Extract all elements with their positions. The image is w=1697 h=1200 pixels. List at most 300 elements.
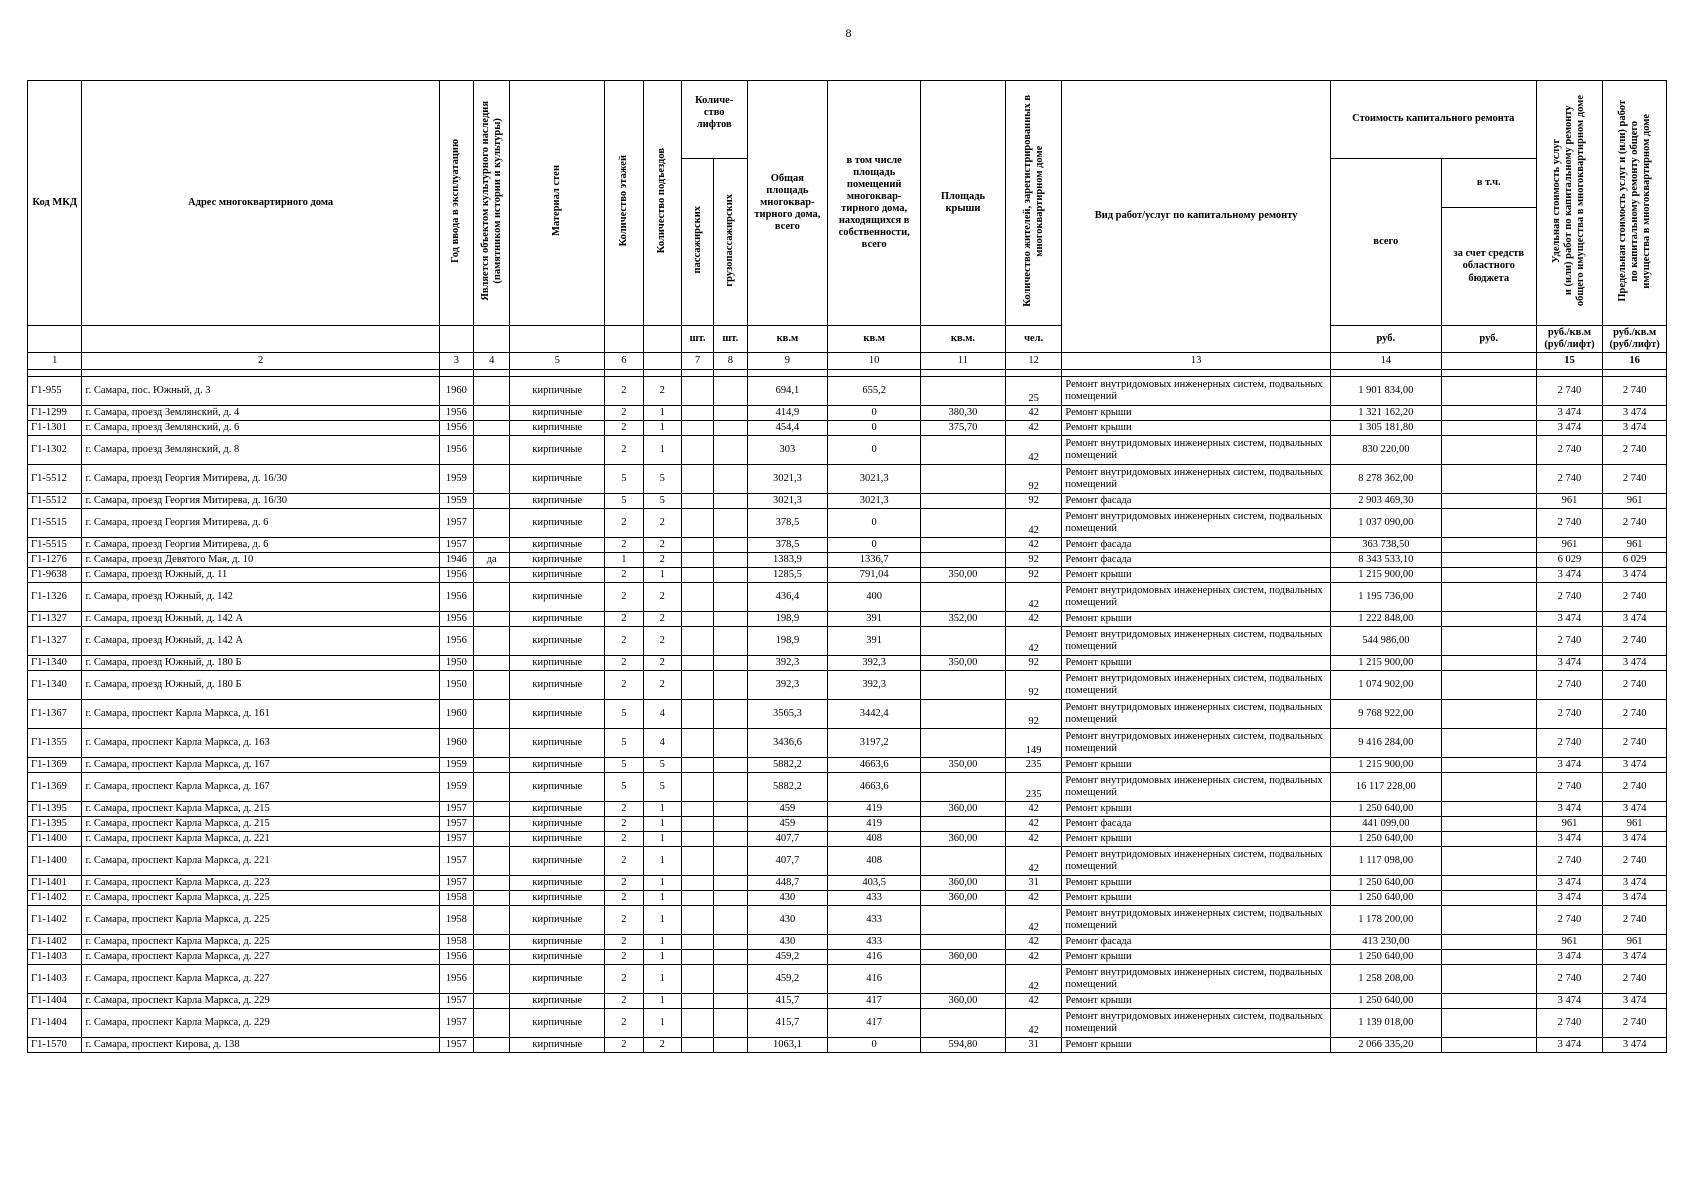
- cell-elev-passenger: [681, 994, 713, 1009]
- cell-code: Г1-1401: [28, 876, 82, 891]
- cell-entrances: 1: [643, 935, 681, 950]
- cell-elev-freight: [714, 671, 747, 700]
- cell-wall-material: кирпичные: [510, 965, 605, 994]
- cell-heritage: да: [474, 553, 510, 568]
- cell-unit-cost: 961: [1536, 538, 1603, 553]
- cell-total-area: 436,4: [747, 583, 828, 612]
- cell-roof-area: [921, 671, 1006, 700]
- column-number: 15: [1536, 353, 1603, 370]
- cell-elev-passenger: [681, 1038, 713, 1053]
- cell-floors: 2: [605, 656, 643, 671]
- cell-unit-cost: 2 740: [1536, 671, 1603, 700]
- cell-code: Г1-1355: [28, 729, 82, 758]
- cell-total-area: 3565,3: [747, 700, 828, 729]
- cell-wall-material: кирпичные: [510, 612, 605, 627]
- cell-year: 1960: [439, 377, 473, 406]
- cell-entrances: 2: [643, 509, 681, 538]
- header-elev-passenger: пассажирских: [681, 159, 713, 326]
- cell-floors: 5: [605, 465, 643, 494]
- cell-max-cost: 6 029: [1603, 553, 1667, 568]
- cell-work-type: Ремонт фасада: [1062, 817, 1330, 832]
- cell-year: 1958: [439, 906, 473, 935]
- cell-elev-passenger: [681, 935, 713, 950]
- cell-address: г. Самара, проезд Землянский, д. 4: [82, 406, 439, 421]
- unit-pcs: шт.: [681, 326, 713, 353]
- cell-floors: 2: [605, 583, 643, 612]
- cell-elev-freight: [714, 950, 747, 965]
- table-row: [28, 847, 1667, 876]
- cell-elev-passenger: [681, 847, 713, 876]
- cell-owned-area: 391: [828, 627, 921, 656]
- cell-owned-area: 4663,6: [828, 758, 921, 773]
- cell-owned-area: 419: [828, 802, 921, 817]
- cell-year: 1957: [439, 832, 473, 847]
- cell-wall-material: кирпичные: [510, 494, 605, 509]
- cell-wall-material: кирпичные: [510, 671, 605, 700]
- cell-entrances: 1: [643, 832, 681, 847]
- cell-entrances: 2: [643, 553, 681, 568]
- table-row: [28, 876, 1667, 891]
- table-row: [28, 436, 1667, 465]
- cell-elev-passenger: [681, 494, 713, 509]
- cell-wall-material: кирпичные: [510, 994, 605, 1009]
- table-row: [28, 494, 1667, 509]
- table-row: [28, 509, 1667, 538]
- cell-elev-freight: [714, 965, 747, 994]
- cell-code: Г1-1403: [28, 950, 82, 965]
- table-row: [28, 906, 1667, 935]
- cell-cost-total: 1 250 640,00: [1330, 832, 1441, 847]
- cell-address: г. Самара, проспект Карла Маркса, д. 161: [82, 700, 439, 729]
- cell-year: 1957: [439, 847, 473, 876]
- cell-floors: 2: [605, 876, 643, 891]
- cell-owned-area: 419: [828, 817, 921, 832]
- cell-address: г. Самара, проспект Карла Маркса, д. 225: [82, 891, 439, 906]
- cell-entrances: 1: [643, 847, 681, 876]
- cell-code: Г1-1404: [28, 994, 82, 1009]
- cell-cost-regional: [1441, 994, 1536, 1009]
- cell-heritage: [474, 773, 510, 802]
- cell-cost-regional: [1441, 935, 1536, 950]
- cell-cost-total: 1 250 640,00: [1330, 876, 1441, 891]
- table-row: [28, 758, 1667, 773]
- cell-year: 1950: [439, 671, 473, 700]
- cell-entrances: 2: [643, 1038, 681, 1053]
- cell-elev-freight: [714, 494, 747, 509]
- cell-elev-freight: [714, 906, 747, 935]
- cell-elev-passenger: [681, 950, 713, 965]
- cell-elev-freight: [714, 377, 747, 406]
- cell-address: г. Самара, проспект Карла Маркса, д. 163: [82, 729, 439, 758]
- cell-owned-area: 3021,3: [828, 494, 921, 509]
- units-row: [28, 326, 1667, 353]
- cell-heritage: [474, 421, 510, 436]
- cell-owned-area: 3021,3: [828, 465, 921, 494]
- cell-cost-total: 1 195 736,00: [1330, 583, 1441, 612]
- cell-elev-passenger: [681, 671, 713, 700]
- header-total: всего: [1330, 159, 1441, 326]
- table-header: [28, 81, 1667, 370]
- cell-work-type: Ремонт внутридомовых инженерных систем, подвальных помещений: [1062, 377, 1330, 406]
- cell-cost-regional: [1441, 802, 1536, 817]
- unit-rub: руб.: [1330, 326, 1441, 353]
- cell-entrances: 4: [643, 729, 681, 758]
- cell-max-cost: 2 740: [1603, 377, 1667, 406]
- cell-year: 1956: [439, 950, 473, 965]
- cell-year: 1958: [439, 891, 473, 906]
- cell-elev-freight: [714, 583, 747, 612]
- cell-max-cost: 3 474: [1603, 891, 1667, 906]
- cell-residents: 92: [1005, 553, 1062, 568]
- cell-roof-area: [921, 906, 1006, 935]
- cell-year: 1957: [439, 802, 473, 817]
- cell-heritage: [474, 1038, 510, 1053]
- header-work-type: Вид работ/услуг по капитальному ремонту: [1062, 81, 1330, 353]
- cell-code: Г1-955: [28, 377, 82, 406]
- cell-wall-material: кирпичные: [510, 773, 605, 802]
- cell-total-area: 694,1: [747, 377, 828, 406]
- cell-max-cost: 2 740: [1603, 729, 1667, 758]
- cell-cost-total: 1 250 640,00: [1330, 950, 1441, 965]
- column-number: 9: [747, 353, 828, 370]
- unit-rub-per-sqm: руб./кв.м (руб/лифт): [1536, 326, 1603, 353]
- cell-roof-area: 360,00: [921, 950, 1006, 965]
- cell-floors: 2: [605, 421, 643, 436]
- table-body: [28, 370, 1667, 1053]
- cell-unit-cost: 3 474: [1536, 1038, 1603, 1053]
- column-number: 3: [439, 353, 473, 370]
- cell-max-cost: 3 474: [1603, 950, 1667, 965]
- cell-elev-passenger: [681, 891, 713, 906]
- cell-work-type: Ремонт внутридомовых инженерных систем, подвальных помещений: [1062, 465, 1330, 494]
- cell-entrances: 1: [643, 406, 681, 421]
- cell-owned-area: 0: [828, 436, 921, 465]
- cell-cost-total: 1 178 200,00: [1330, 906, 1441, 935]
- cell-unit-cost: 961: [1536, 494, 1603, 509]
- cell-wall-material: кирпичные: [510, 700, 605, 729]
- cell-residents: 42: [1005, 847, 1062, 876]
- cell-residents: 235: [1005, 758, 1062, 773]
- cell-entrances: 1: [643, 436, 681, 465]
- cell-cost-regional: [1441, 1009, 1536, 1038]
- cell-total-area: 459,2: [747, 950, 828, 965]
- column-number: [1441, 353, 1536, 370]
- cell-max-cost: 3 474: [1603, 832, 1667, 847]
- cell-year: 1957: [439, 994, 473, 1009]
- cell-elev-passenger: [681, 758, 713, 773]
- cell-work-type: Ремонт внутридомовых инженерных систем, подвальных помещений: [1062, 906, 1330, 935]
- cell-owned-area: 655,2: [828, 377, 921, 406]
- table-row: [28, 729, 1667, 758]
- cell-roof-area: [921, 847, 1006, 876]
- cell-roof-area: 380,30: [921, 406, 1006, 421]
- cell-floors: 5: [605, 729, 643, 758]
- cell-year: 1959: [439, 758, 473, 773]
- cell-wall-material: кирпичные: [510, 758, 605, 773]
- cell-total-area: 5882,2: [747, 758, 828, 773]
- cell-floors: 2: [605, 436, 643, 465]
- cell-work-type: Ремонт внутридомовых инженерных систем, подвальных помещений: [1062, 509, 1330, 538]
- cell-roof-area: 350,00: [921, 656, 1006, 671]
- cell-cost-regional: [1441, 553, 1536, 568]
- cell-cost-total: 2 903 469,30: [1330, 494, 1441, 509]
- cell-heritage: [474, 758, 510, 773]
- cell-code: Г1-1403: [28, 965, 82, 994]
- unit-rub-per-sqm: руб./кв.м (руб/лифт): [1603, 326, 1667, 353]
- cell-address: г. Самара, проезд Георгия Митирева, д. 6: [82, 538, 439, 553]
- cell-owned-area: 433: [828, 906, 921, 935]
- unit-sqm: кв.м: [828, 326, 921, 353]
- column-number: 2: [82, 353, 439, 370]
- cell-cost-regional: [1441, 891, 1536, 906]
- cell-elev-freight: [714, 1038, 747, 1053]
- table-row: [28, 568, 1667, 583]
- cell-floors: 2: [605, 1038, 643, 1053]
- cell-max-cost: 2 740: [1603, 700, 1667, 729]
- cell-year: 1946: [439, 553, 473, 568]
- cell-work-type: Ремонт внутридомовых инженерных систем, подвальных помещений: [1062, 773, 1330, 802]
- cell-cost-regional: [1441, 583, 1536, 612]
- cell-address: г. Самара, проезд Южный, д. 11: [82, 568, 439, 583]
- cell-year: 1956: [439, 568, 473, 583]
- cell-work-type: Ремонт внутридомовых инженерных систем, подвальных помещений: [1062, 583, 1330, 612]
- cell-heritage: [474, 568, 510, 583]
- cell-cost-regional: [1441, 817, 1536, 832]
- cell-owned-area: 4663,6: [828, 773, 921, 802]
- cell-year: 1958: [439, 935, 473, 950]
- table-row: [28, 802, 1667, 817]
- cell-year: 1960: [439, 700, 473, 729]
- cell-wall-material: кирпичные: [510, 1038, 605, 1053]
- cell-address: г. Самара, проспект Карла Маркса, д. 167: [82, 773, 439, 802]
- cell-code: Г1-1404: [28, 1009, 82, 1038]
- cell-work-type: Ремонт фасада: [1062, 494, 1330, 509]
- cell-roof-area: 360,00: [921, 876, 1006, 891]
- cell-elev-freight: [714, 994, 747, 1009]
- column-number: 7: [681, 353, 713, 370]
- cell-elev-passenger: [681, 377, 713, 406]
- cell-work-type: Ремонт внутридомовых инженерных систем, подвальных помещений: [1062, 965, 1330, 994]
- cell-cost-total: 1 215 900,00: [1330, 656, 1441, 671]
- cell-floors: 2: [605, 1009, 643, 1038]
- cell-total-area: 459: [747, 802, 828, 817]
- cell-entrances: 1: [643, 965, 681, 994]
- cell-max-cost: 2 740: [1603, 906, 1667, 935]
- cell-unit-cost: 3 474: [1536, 832, 1603, 847]
- cell-floors: 2: [605, 891, 643, 906]
- cell-cost-regional: [1441, 965, 1536, 994]
- cell-wall-material: кирпичные: [510, 627, 605, 656]
- cell-roof-area: [921, 553, 1006, 568]
- cell-roof-area: [921, 465, 1006, 494]
- cell-address: г. Самара, проспект Карла Маркса, д. 227: [82, 965, 439, 994]
- cell-elev-freight: [714, 406, 747, 421]
- cell-roof-area: [921, 538, 1006, 553]
- cell-residents: 42: [1005, 950, 1062, 965]
- unit-people: чел.: [1005, 326, 1062, 353]
- cell-owned-area: 392,3: [828, 671, 921, 700]
- cell-residents: 42: [1005, 509, 1062, 538]
- cell-residents: 42: [1005, 891, 1062, 906]
- cell-entrances: 2: [643, 656, 681, 671]
- cell-cost-regional: [1441, 671, 1536, 700]
- cell-cost-regional: [1441, 700, 1536, 729]
- cell-elev-freight: [714, 568, 747, 583]
- header-entrances: Количество подъездов: [643, 81, 681, 326]
- cell-unit-cost: 3 474: [1536, 568, 1603, 583]
- cell-elev-passenger: [681, 627, 713, 656]
- cell-cost-total: 1 250 640,00: [1330, 802, 1441, 817]
- cell-residents: 42: [1005, 965, 1062, 994]
- cell-residents: 42: [1005, 612, 1062, 627]
- cell-cost-total: 1 215 900,00: [1330, 758, 1441, 773]
- cell-elev-passenger: [681, 465, 713, 494]
- cell-total-area: 1063,1: [747, 1038, 828, 1053]
- cell-floors: 2: [605, 817, 643, 832]
- cell-floors: 2: [605, 612, 643, 627]
- cell-residents: 42: [1005, 627, 1062, 656]
- cell-work-type: Ремонт крыши: [1062, 612, 1330, 627]
- header-address: Адрес многоквартирного дома: [82, 81, 439, 326]
- cell-heritage: [474, 906, 510, 935]
- cell-code: Г1-1400: [28, 847, 82, 876]
- header-wall-material: Материал стен: [510, 81, 605, 326]
- column-number: [643, 353, 681, 370]
- cell-cost-regional: [1441, 758, 1536, 773]
- cell-roof-area: [921, 627, 1006, 656]
- cell-entrances: 1: [643, 876, 681, 891]
- cell-max-cost: 2 740: [1603, 773, 1667, 802]
- cell-elev-freight: [714, 612, 747, 627]
- cell-work-type: Ремонт крыши: [1062, 994, 1330, 1009]
- cell-elev-freight: [714, 935, 747, 950]
- cell-floors: 2: [605, 568, 643, 583]
- cell-total-area: 303: [747, 436, 828, 465]
- cell-heritage: [474, 994, 510, 1009]
- header-elevators: Количе- ство лифтов: [681, 81, 747, 159]
- cell-total-area: 459: [747, 817, 828, 832]
- unit-pcs: шт.: [714, 326, 747, 353]
- cell-total-area: 378,5: [747, 538, 828, 553]
- table-row: [28, 671, 1667, 700]
- cell-cost-total: 2 066 335,20: [1330, 1038, 1441, 1053]
- cell-elev-passenger: [681, 656, 713, 671]
- table-row: [28, 465, 1667, 494]
- cell-total-area: 3436,6: [747, 729, 828, 758]
- cell-roof-area: [921, 1009, 1006, 1038]
- cell-work-type: Ремонт крыши: [1062, 1038, 1330, 1053]
- cell-owned-area: 392,3: [828, 656, 921, 671]
- cell-wall-material: кирпичные: [510, 950, 605, 965]
- cell-cost-total: 1 321 162,20: [1330, 406, 1441, 421]
- cell-owned-area: 416: [828, 965, 921, 994]
- cell-cost-regional: [1441, 832, 1536, 847]
- cell-address: г. Самара, проспект Карла Маркса, д. 215: [82, 817, 439, 832]
- cell-total-area: 448,7: [747, 876, 828, 891]
- cell-cost-regional: [1441, 494, 1536, 509]
- cell-cost-total: 9 768 922,00: [1330, 700, 1441, 729]
- cell-address: г. Самара, проезд Южный, д. 142 А: [82, 627, 439, 656]
- cell-address: г. Самара, проезд Южный, д. 142 А: [82, 612, 439, 627]
- table-row: [28, 950, 1667, 965]
- cell-entrances: 2: [643, 538, 681, 553]
- cell-cost-total: 830 220,00: [1330, 436, 1441, 465]
- cell-cost-regional: [1441, 421, 1536, 436]
- cell-cost-total: 413 230,00: [1330, 935, 1441, 950]
- cell-wall-material: кирпичные: [510, 876, 605, 891]
- cell-floors: 2: [605, 935, 643, 950]
- cell-total-area: 459,2: [747, 965, 828, 994]
- cell-residents: 42: [1005, 421, 1062, 436]
- cell-residents: 42: [1005, 583, 1062, 612]
- cell-work-type: Ремонт фасада: [1062, 538, 1330, 553]
- cell-roof-area: [921, 935, 1006, 950]
- cell-entrances: 1: [643, 906, 681, 935]
- cell-roof-area: 594,80: [921, 1038, 1006, 1053]
- header-owned-area: в том числе площадь помещений многоквар-тирного дома, находящихся в собственности, всего: [828, 81, 921, 326]
- cell-elev-passenger: [681, 773, 713, 802]
- cell-address: г. Самара, проезд Землянский, д. 8: [82, 436, 439, 465]
- cell-residents: 92: [1005, 700, 1062, 729]
- cell-roof-area: 360,00: [921, 832, 1006, 847]
- cell-code: Г1-1340: [28, 671, 82, 700]
- cell-unit-cost: 2 740: [1536, 627, 1603, 656]
- cell-heritage: [474, 656, 510, 671]
- cell-max-cost: 2 740: [1603, 583, 1667, 612]
- cell-year: 1956: [439, 612, 473, 627]
- cell-code: Г1-1302: [28, 436, 82, 465]
- cell-cost-regional: [1441, 377, 1536, 406]
- cell-total-area: 407,7: [747, 847, 828, 876]
- cell-owned-area: 0: [828, 421, 921, 436]
- cell-max-cost: 2 740: [1603, 509, 1667, 538]
- table-row: [28, 832, 1667, 847]
- cell-code: Г1-1367: [28, 700, 82, 729]
- cell-work-type: Ремонт крыши: [1062, 950, 1330, 965]
- cell-max-cost: 3 474: [1603, 876, 1667, 891]
- table-row: [28, 553, 1667, 568]
- cell-entrances: 5: [643, 494, 681, 509]
- cell-cost-total: 9 416 284,00: [1330, 729, 1441, 758]
- cell-work-type: Ремонт внутридомовых инженерных систем, подвальных помещений: [1062, 700, 1330, 729]
- cell-owned-area: 3197,2: [828, 729, 921, 758]
- cell-max-cost: 2 740: [1603, 1009, 1667, 1038]
- cell-roof-area: 350,00: [921, 758, 1006, 773]
- cell-unit-cost: 3 474: [1536, 994, 1603, 1009]
- cell-unit-cost: 2 740: [1536, 436, 1603, 465]
- cell-max-cost: 961: [1603, 494, 1667, 509]
- cell-owned-area: 403,5: [828, 876, 921, 891]
- cell-year: 1957: [439, 1038, 473, 1053]
- cell-elev-freight: [714, 700, 747, 729]
- cell-residents: 92: [1005, 568, 1062, 583]
- cell-unit-cost: 6 029: [1536, 553, 1603, 568]
- cell-wall-material: кирпичные: [510, 656, 605, 671]
- cell-owned-area: 417: [828, 994, 921, 1009]
- page-number: 8: [845, 26, 852, 40]
- cell-elev-passenger: [681, 538, 713, 553]
- cell-owned-area: 433: [828, 891, 921, 906]
- cell-owned-area: 0: [828, 406, 921, 421]
- cell-unit-cost: 2 740: [1536, 583, 1603, 612]
- header-year: Год ввода в эксплуатацию: [439, 81, 473, 326]
- cell-cost-regional: [1441, 773, 1536, 802]
- cell-unit-cost: 2 740: [1536, 847, 1603, 876]
- cell-elev-passenger: [681, 700, 713, 729]
- cell-max-cost: 2 740: [1603, 671, 1667, 700]
- cell-total-area: 3021,3: [747, 465, 828, 494]
- cell-cost-total: 1 037 090,00: [1330, 509, 1441, 538]
